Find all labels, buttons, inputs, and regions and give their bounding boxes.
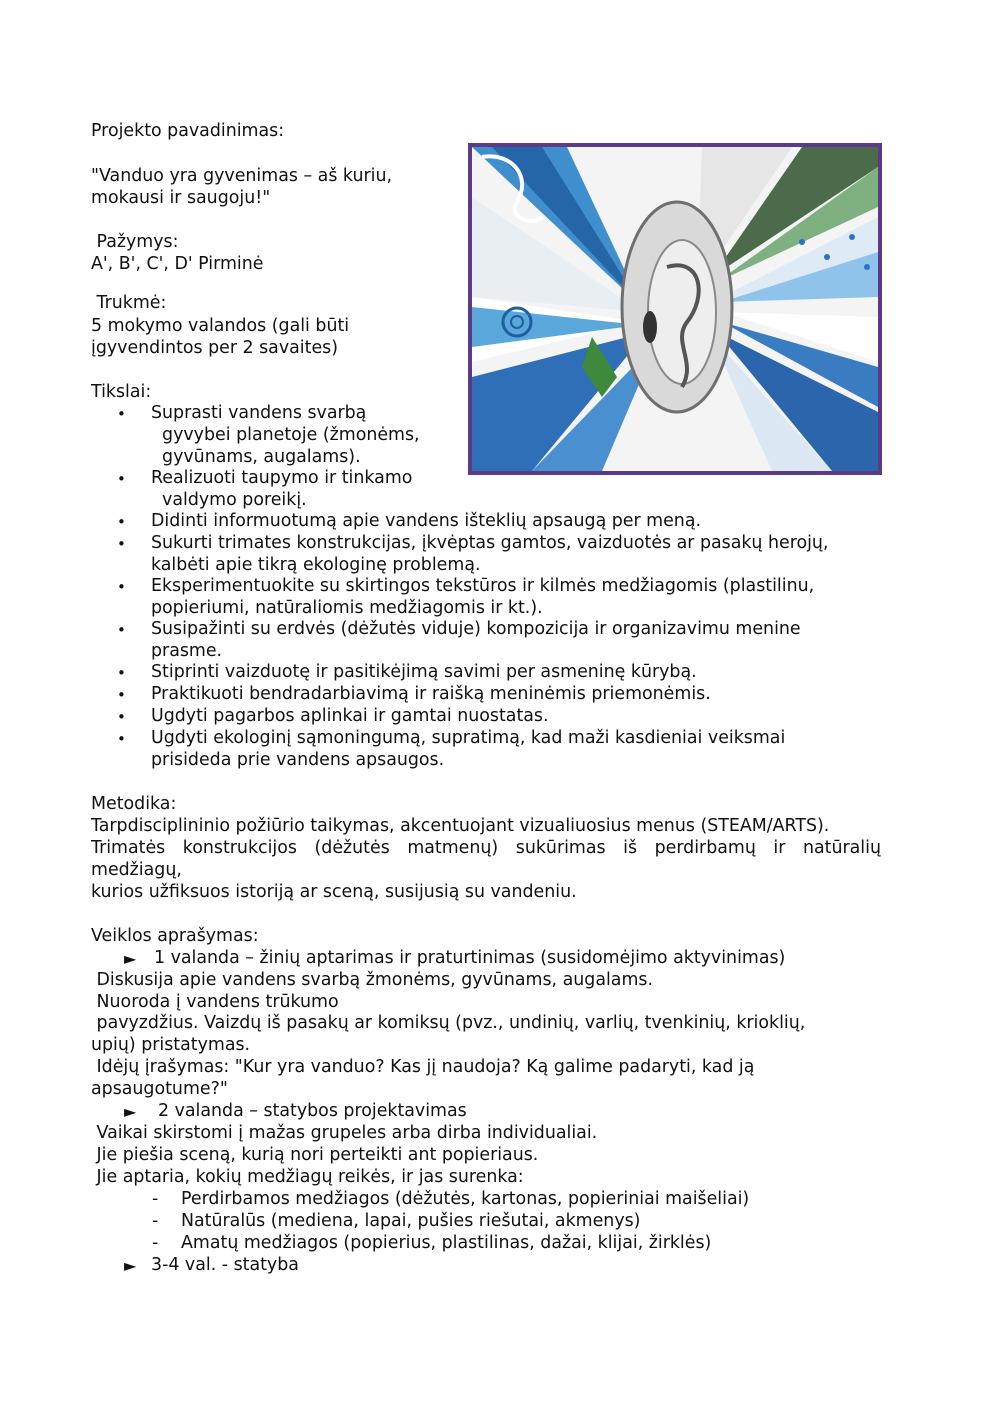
method-line-1: Tarpdisciplininio požiūrio taikymas, akcentuojant vizualiuosius menus (STEAM/ARTS). [91, 816, 830, 836]
arrow-icon: ► [124, 1102, 137, 1121]
ear-artwork-photo [468, 143, 882, 475]
hour1-heading: 1 valanda – žinių aptarimas ir praturtinimas (susidomėjimo aktyvinimas) [154, 948, 786, 968]
hour1-line: Idėjų įrašymas: "Kur yra vanduo? Kas jį naudoja? Ką galime padaryti, kad ją [91, 1057, 755, 1077]
hour1-line: upių) pristatymas. [91, 1035, 251, 1055]
dash-marker: - [152, 1211, 159, 1231]
list-item-cont: kalbėti apie tikrą ekologinę problemą. [151, 555, 481, 575]
bullet: • [117, 405, 126, 423]
grade-value: A', B', C', D' Pirminė [91, 254, 264, 274]
list-item-cont: popieriumi, natūraliomis medžiagomis ir kt.). [151, 598, 543, 618]
method-label: Metodika: [91, 794, 177, 814]
arrow-icon: ► [124, 949, 137, 968]
hour2-line: Jie aptaria, kokių medžiagų reikės, ir jas surenka: [91, 1167, 524, 1187]
goals-label: Tikslai: [91, 382, 152, 402]
hour1-line: pavyzdžius. Vaizdų iš pasakų ar komiksų (pvz., undinių, varlių, tvenkinių, krioklių, [91, 1013, 806, 1033]
list-item: Ugdyti ekologinį sąmoningumą, supratimą, kad maži kasdieniai veiksmai [151, 728, 786, 748]
bullet: • [117, 621, 126, 639]
hour2-line: Jie piešia sceną, kurią nori perteikti ant popieriaus. [91, 1145, 539, 1165]
list-item: Suprasti vandens svarbą [151, 403, 367, 423]
project-title-line-1: "Vanduo yra gyvenimas – aš kuriu, [91, 166, 392, 186]
dash-marker: - [152, 1233, 159, 1253]
list-item: Ugdyti pagarbos aplinkai ir gamtai nuostatas. [151, 706, 549, 726]
bullet: • [117, 664, 126, 682]
method-line-4: kurios užfiksuos istoriją ar sceną, susijusią su vandeniu. [91, 882, 577, 902]
hour1-line: Diskusija apie vandens svarbą žmonėms, gyvūnams, augalams. [91, 970, 653, 990]
hour1-line: apsaugotume?" [91, 1079, 228, 1099]
list-item: Susipažinti su erdvės (dėžutės viduje) kompozicija ir organizavimu menine [151, 619, 801, 639]
material-item: Natūralūs (mediena, lapai, pušies riešutai, akmenys) [181, 1211, 641, 1231]
list-item: Praktikuoti bendradarbiavimą ir raišką meninėmis priemonėmis. [151, 684, 711, 704]
hour3-heading: 3-4 val. - statyba [151, 1255, 299, 1275]
bullet: • [117, 470, 126, 488]
duration-label: Trukmė: [91, 293, 167, 313]
duration-value-line-1: 5 mokymo valandos (gali būti [91, 316, 350, 336]
bullet: • [117, 730, 126, 748]
bullet: • [117, 708, 126, 726]
hour2-line: Vaikai skirstomi į mažas grupeles arba dirba individualiai. [91, 1123, 598, 1143]
list-item: Sukurti trimates konstrukcijas, įkvėptas gamtos, vaizduotės ar pasakų herojų, [151, 533, 829, 553]
material-item: Amatų medžiagos (popierius, plastilinas, dažai, klijai, žirklės) [181, 1233, 712, 1253]
list-item: Realizuoti taupymo ir tinkamo [151, 468, 413, 488]
list-item: Eksperimentuokite su skirtingos tekstūros ir kilmės medžiagomis (plastilinu, [151, 576, 815, 596]
list-item: Didinti informuotumą apie vandens išteklių apsaugą per meną. [151, 511, 702, 531]
dash-marker: - [152, 1189, 159, 1209]
list-item: Stiprinti vaizduotę ir pasitikėjimą savimi per asmeninę kūrybą. [151, 662, 697, 682]
artwork-illustration [472, 147, 878, 471]
list-item-cont: gyvūnams, augalams). [151, 447, 361, 467]
method-line-3: medžiagų, [91, 860, 182, 880]
list-item-cont: prisideda prie vandens apsaugos. [151, 750, 445, 770]
activity-label: Veiklos aprašymas: [91, 926, 259, 946]
list-item-cont: valdymo poreikį. [151, 490, 307, 510]
arrow-icon: ► [124, 1256, 137, 1275]
project-label: Projekto pavadinimas: [91, 121, 285, 141]
method-line-2: Trimatės konstrukcijos (dėžutės matmenų) sukūrimas iš perdirbamų ir natūralių [91, 838, 881, 858]
grade-label: Pažymys: [91, 232, 179, 252]
hour2-heading: 2 valanda – statybos projektavimas [158, 1101, 467, 1121]
list-item-cont: gyvybei planetoje (žmonėms, [151, 425, 420, 445]
material-item: Perdirbamos medžiagos (dėžutės, kartonas, popieriniai maišeliai) [181, 1189, 750, 1209]
bullet: • [117, 513, 126, 531]
project-title-line-2: mokausi ir saugoju!" [91, 188, 271, 208]
bullet: • [117, 535, 126, 553]
bullet: • [117, 578, 126, 596]
list-item-cont: prasme. [151, 641, 223, 661]
bullet: • [117, 686, 126, 704]
duration-value-line-2: įgyvendintos per 2 savaites) [91, 338, 338, 358]
hour1-line: Nuoroda į vandens trūkumo [91, 992, 339, 1012]
